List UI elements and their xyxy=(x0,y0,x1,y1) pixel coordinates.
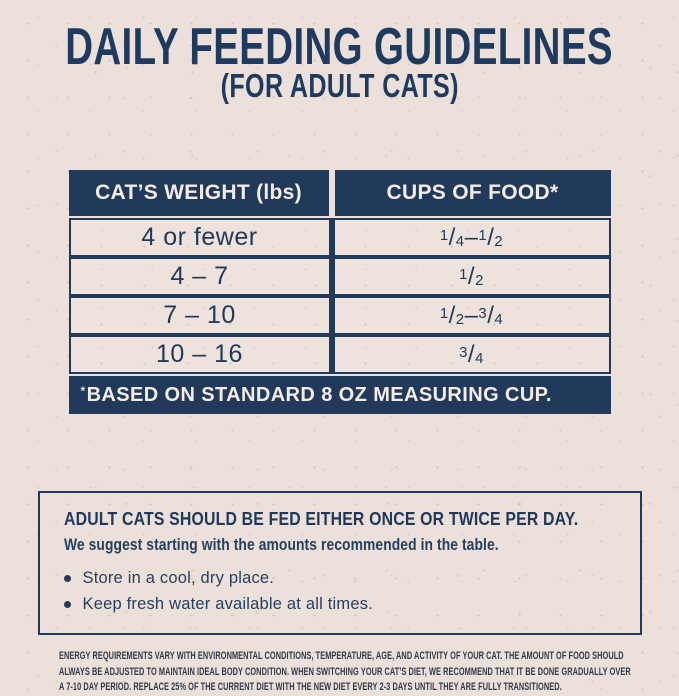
column-header-weight: CAT’S WEIGHT (lbs) xyxy=(69,170,329,216)
bullet-icon xyxy=(64,575,71,582)
table-cell-cups: $^1$ / $_4$ – $^1$ / $_2$ xyxy=(335,220,609,255)
feeding-table xyxy=(69,170,611,414)
list-item xyxy=(64,591,616,617)
advice-subheading: We suggest starting with the amounts recommended in the table. xyxy=(63,536,499,554)
feeding-table-body xyxy=(69,218,611,374)
column-header-cups: CUPS OF FOOD* xyxy=(335,170,611,216)
table-footnote: * BASED ON STANDARD 8 OZ MEASURING CUP. xyxy=(69,376,611,414)
feeding-table-header xyxy=(69,170,611,216)
fine-print-line: A 7-10 DAY PERIOD. REPLACE 25% OF THE CURRENT DIET WITH THE NEW DIET EVERY 2-3 DAYS UNTIL THEY ARE FULLY TRANSITIONED. xyxy=(58,681,562,693)
bullet-text: Store in a cool, dry place. xyxy=(82,569,275,587)
bullet-icon xyxy=(64,601,71,608)
table-cell-weight: 4 or fewer xyxy=(71,220,329,255)
table-cell-cups: $^1$ / $_2$ xyxy=(335,259,609,294)
advice-bullet-list xyxy=(64,565,616,617)
title-row xyxy=(0,18,679,76)
table-cell-cups: $^3$ / $_4$ xyxy=(335,337,609,372)
table-cell-cups: $^1$ / $_2$ – $^3$ / $_4$ xyxy=(335,298,609,333)
page-title: DAILY FEEDING GUIDELINES xyxy=(65,18,614,76)
feeding-guidelines-panel xyxy=(0,18,679,696)
table-cell-weight: 10 – 16 xyxy=(71,337,329,372)
bullet-text: Keep fresh water available at all times. xyxy=(82,595,373,613)
table-cell-weight: 7 – 10 xyxy=(71,298,329,333)
list-item xyxy=(64,565,616,591)
advice-heading: ADULT CATS SHOULD BE FED EITHER ONCE OR TWICE PER DAY. xyxy=(63,509,578,529)
page-subtitle: (FOR ADULT CATS) xyxy=(220,67,459,104)
table-cell-weight: 4 – 7 xyxy=(71,259,329,294)
fine-print-line: ALWAYS BE ADJUSTED TO MAINTAIN IDEAL BODY CONDITION. WHEN SWITCHING YOUR CAT’S DIET, WE RECOMMEND THAT IT BE DONE GRADUALLY OVER xyxy=(58,665,631,678)
fine-print-line: ENERGY REQUIREMENTS VARY WITH ENVIRONMENTAL CONDITIONS, TEMPERATURE, AGE, AND ACTIVITY OF YOUR CAT. THE AMOUNT OF FOOD SHOULD xyxy=(58,650,624,662)
fine-print xyxy=(58,649,631,696)
feeding-advice-box xyxy=(38,491,642,635)
